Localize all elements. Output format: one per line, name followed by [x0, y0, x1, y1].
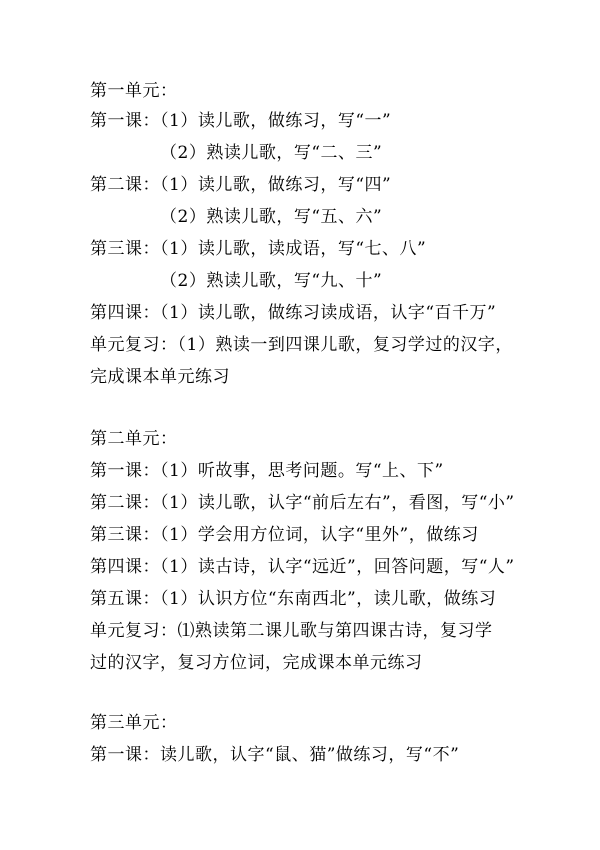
- review-line: 完成课本单元练习: [90, 367, 230, 387]
- lesson-line: （2）熟读儿歌，写“五、六”: [160, 207, 383, 227]
- lesson-line: （2）熟读儿歌，写“二、三”: [160, 143, 383, 163]
- review-line: 单元复习：（1）熟读一到四课儿歌，复习学过的汉字，: [90, 335, 513, 355]
- section-heading-unit-1: 第一单元：: [90, 81, 178, 101]
- lesson-line: 第五课：（1）认识方位“东南西北”，读儿歌，做练习: [90, 589, 497, 609]
- lesson-line: 第二课：（1）读儿歌，做练习，写“四”: [90, 175, 392, 195]
- lesson-line: 第二课：（1）读儿歌，认字“前后左右”，看图，写“小”: [90, 493, 515, 513]
- section-heading-unit-2: 第二单元：: [90, 429, 178, 449]
- lesson-line: 第三课：（1）学会用方位词，认字“里外”，做练习: [90, 525, 479, 545]
- lesson-line: （2）熟读儿歌，写“九、十”: [160, 271, 383, 291]
- lesson-line: 第一课：（1）听故事，思考问题。写“上、下”: [90, 461, 444, 481]
- section-heading-unit-3: 第三单元：: [90, 713, 178, 733]
- lesson-line: 第四课：（1）读古诗，认字“远近”，回答问题，写“人”: [90, 557, 515, 577]
- lesson-line: 第一课：（1）读儿歌，做练习，写“一”: [90, 111, 392, 131]
- review-line: 过的汉字，复习方位词，完成课本单元练习: [90, 653, 423, 673]
- lesson-line: 第四课：（1）读儿歌，做练习读成语，认字“百千万”: [90, 303, 497, 323]
- lesson-line: 第一课：读儿歌，认字“鼠、猫”做练习，写“不”: [90, 745, 460, 765]
- review-line: 单元复习：⑴熟读第二课儿歌与第四课古诗，复习学: [90, 621, 493, 641]
- lesson-line: 第三课：（1）读儿歌，读成语，写“七、八”: [90, 239, 427, 259]
